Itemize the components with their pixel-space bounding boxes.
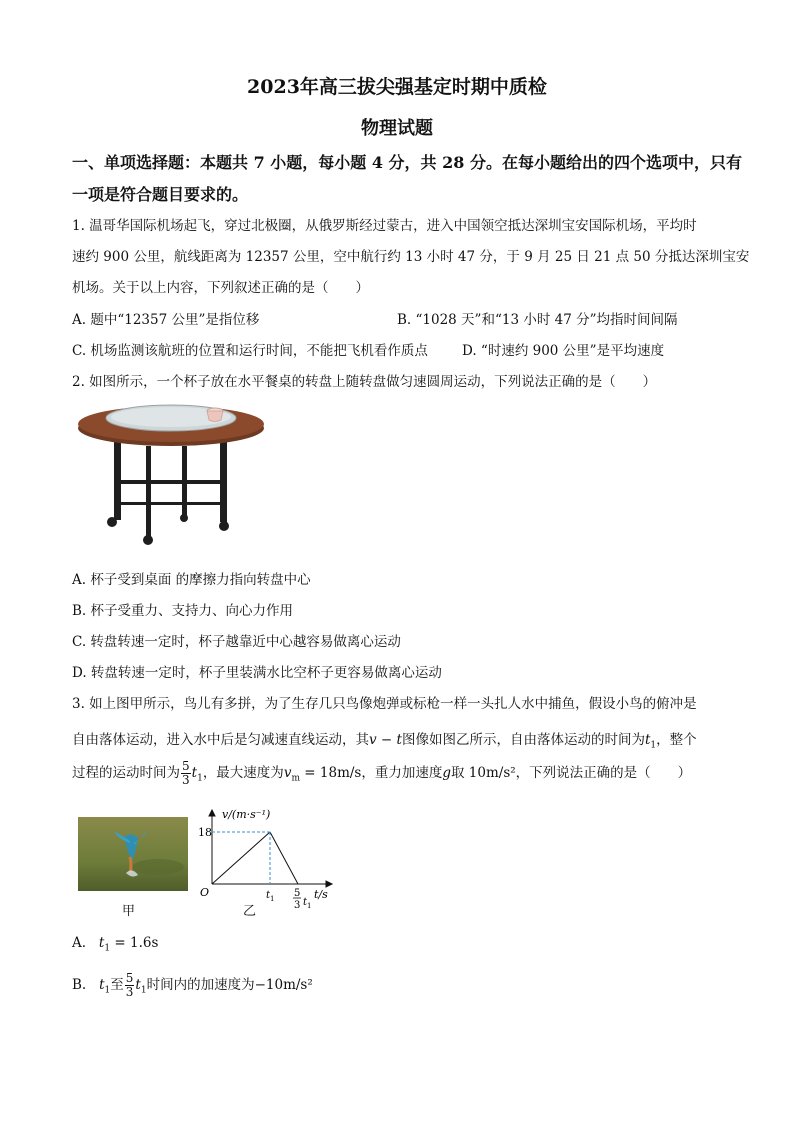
q1-option-c: C. 机场监测该航班的位置和运行时间，不能把飞机看作质点 <box>72 343 428 359</box>
x-tick-t1: t <box>266 890 271 901</box>
accel-segment <box>212 832 270 884</box>
decel-segment <box>270 832 298 884</box>
table-legs <box>107 442 229 545</box>
q3-option-a: A. $t_1 = 1.6s$ <box>72 935 159 954</box>
y-tick-18: 18 <box>198 826 212 839</box>
q2-option-a: A. 杯子受到桌面 的摩擦力指向转盘中心 <box>72 572 311 588</box>
x-axis-label: t/s <box>314 888 328 901</box>
kingfisher-photo <box>78 817 188 891</box>
q1-stem-line2: 速约 900 公里，航线距离为 12357 公里，空中航行约 13 小时 47 分，于 9 月 25 日 21 点 50 分抵达深圳宝安 <box>72 249 750 265</box>
vt-symbol: v − t <box>369 732 402 748</box>
q1-stem-line1: 1. 温哥华国际机场起飞，穿过北极圈，从俄罗斯经过蒙古，进入中国领空抵达深圳宝安国际机场，平均时 <box>72 218 697 234</box>
q3-stem-line2: 自由落体运动，进入水中后是匀减速直线运动，其v − t图像如图乙所示，自由落体运动的时间为$t_1$，整个 <box>72 732 697 751</box>
section-heading-line1: 一、单项选择题：本题共 7 小题，每小题 4 分，共 28 分。在每小题给出的四个选项中，只有 <box>72 153 742 172</box>
svg-text:t: t <box>303 897 308 908</box>
page-title: 2023年高三拔尖强基定时期中质检 <box>247 76 547 98</box>
q1-option-b: B. “1028 天”和“13 小时 47 分”均指时间间隔 <box>397 312 678 328</box>
q2-stem: 2. 如图所示，一个杯子放在水平餐桌的转盘上随转盘做匀速圆周运动，下列说法正确的是（ ） <box>72 374 657 390</box>
svg-text:1: 1 <box>307 902 312 910</box>
y-axis-label: v/(m·s⁻¹) <box>222 808 271 821</box>
x-tick-frac-den: 3 <box>294 900 301 911</box>
q3-stem-line3: 过程的运动时间为 $\frac{5}{3}$ $t_1$，最大速度为$v_m = 18m/s$，重力加速度g取 10m/s²，下列说法正确的是（ ） <box>72 759 692 787</box>
figure-yi-label: 乙 <box>243 904 257 919</box>
svg-text:1: 1 <box>270 895 275 903</box>
page-subtitle: 物理试题 <box>361 118 433 139</box>
q1-stem-line3: 机场。关于以上内容，下列叙述正确的是（ ） <box>72 280 369 296</box>
q1-option-d: D. “时速约 900 公里”是平均速度 <box>462 343 665 359</box>
q2-option-b: B. 杯子受重力、支持力、向心力作用 <box>72 603 294 619</box>
figure-jia-label: 甲 <box>122 904 136 919</box>
cup-icon <box>207 408 223 422</box>
q3-stem-line1: 3. 如上图甲所示，鸟儿有多拼，为了生存几只鸟像炮弹或标枪一样一头扎人水中捕鱼，假设小鸟的俯冲是 <box>72 696 697 712</box>
fraction-5-3: $\frac{5}{3}$ <box>182 759 190 787</box>
section-heading-line2: 一项是符合题目要求的。 <box>72 185 249 204</box>
q2-option-d: D. 转盘转速一定时，杯子里装满水比空杯子更容易做离心运动 <box>72 665 442 681</box>
origin-label: O <box>200 886 210 899</box>
vt-graph <box>194 806 340 914</box>
x-tick-frac-num: 5 <box>294 888 301 899</box>
q2-option-c: C. 转盘转速一定时，杯子越靠近中心越容易做离心运动 <box>72 634 401 650</box>
q3-option-b: B. $t_1$至 $\frac{5}{3}$ $t_1$时间内的加速度为−10m/s² <box>72 971 313 999</box>
rotating-table-figure <box>74 398 270 550</box>
q1-option-a: A. 题中“12357 公里”是指位移 <box>72 312 260 328</box>
